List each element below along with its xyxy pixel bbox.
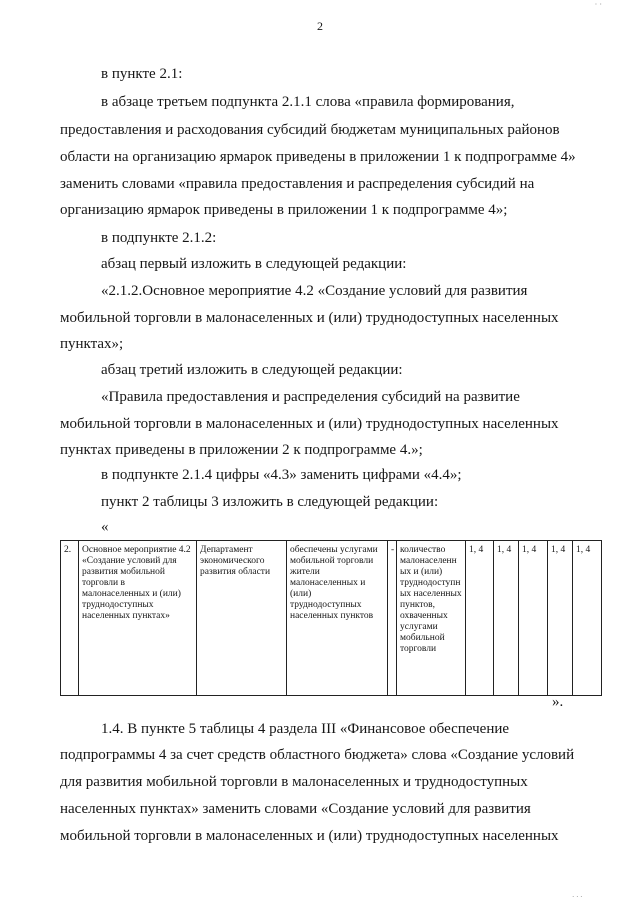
paragraph-line: в абзаце третьем подпункта 2.1.1 слова «правила формирования, [101,94,515,110]
table-cell-value: 1, 4 [573,541,602,696]
paragraph-line: для развития мобильной торговли в малонаселенных и труднодоступных [60,774,528,790]
table-cell-value: 1, 4 [548,541,573,696]
paragraph-line: заменить словами «правила предоставления и распределения субсидий на [60,176,535,192]
paragraph-line: мобильной торговли в малонаселенных и (или) труднодоступных населенных [60,416,559,432]
table-cell-event: Основное мероприятие 4.2 «Создание условий для развития мобильной торговли в малонаселенных и (или) труднодоступных населенных пунктах» [79,541,197,696]
table-cell-value: 1, 4 [519,541,548,696]
paragraph-line: мобильной торговли в малонаселенных и (или) труднодоступных населенных [60,828,559,844]
table-cell-indicator: количество малонаселенных и (или) труднодоступных населенных пунктов, охваченных услугами мобильной торговли [397,541,466,696]
paragraph-line: предоставления и расходования субсидий бюджетам муниципальных районов [60,122,560,138]
table-cell-value: 1, 4 [494,541,519,696]
paragraph-line: в подпункте 2.1.2: [101,230,217,246]
close-quote: ». [552,694,564,710]
open-quote: « [101,519,109,535]
paragraph-line: в подпункте 2.1.4 цифры «4.3» заменить цифрами «4.4»; [101,467,462,483]
paragraph-line: населенных пунктах» заменить словами «Создание условий для развития [60,801,531,817]
table-cell-dash: - [388,541,397,696]
paragraph-line: подпрограммы 4 за счет средств областного бюджета» слова «Создание условий [60,747,575,763]
paragraph-line: пунктах»; [60,336,124,352]
table-cell-executor: Департамент экономического развития области [197,541,287,696]
paragraph-line: «2.1.2.Основное мероприятие 4.2 «Создание условий для развития [101,283,528,299]
paragraph-line: пунктах приведены в приложении 2 к подпрограмме 4.»; [60,442,423,458]
bottom-mark: · · · [572,893,583,901]
paragraph-line: 1.4. В пункте 5 таблицы 4 раздела III «Финансовое обеспечение [101,721,510,737]
paragraph-line: абзац третий изложить в следующей редакции: [101,362,403,378]
table-cell-number: 2. [61,541,79,696]
paragraph-line: пункт 2 таблицы 3 изложить в следующей редакции: [101,494,439,510]
paragraph-line: мобильной торговли в малонаселенных и (или) труднодоступных населенных [60,310,559,326]
amendment-table [60,540,602,696]
paragraph-line: абзац первый изложить в следующей редакции: [101,256,407,272]
corner-mark: · · [594,0,602,9]
paragraph-line: области на организацию ярмарок приведены в приложении 1 к подпрограмме 4» [60,149,576,165]
paragraph-line: «Правила предоставления и распределения субсидий на развитие [101,389,520,405]
table-cell-value: 1, 4 [466,541,494,696]
table-cell-result: обеспечены услугами мобильной торговли жители малонаселенных и (или) труднодоступных населенных пунктов [287,541,388,696]
table-row [61,541,602,696]
paragraph-line: организацию ярмарок приведены в приложении 1 к подпрограмме 4»; [60,202,508,218]
paragraph-line: в пункте 2.1: [101,66,183,82]
page-number: 2 [317,19,323,33]
